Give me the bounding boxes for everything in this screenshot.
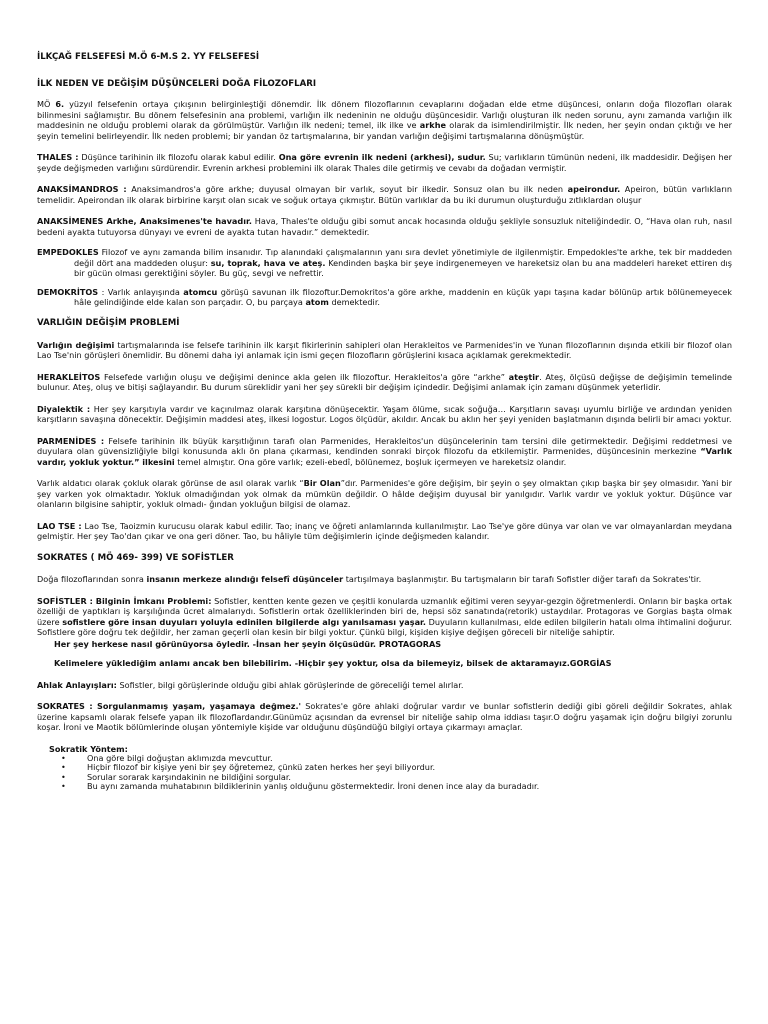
thales-paragraph-run: Su; varlıkların tümünün nedeni, ilk maddesidir. Değişen her şeyde değişmeden varlığını sürdürendir. Evrenin arkhesi problemini ilk olarak Thales dile getirmiş ve cevabı da doğadan vermiştir. <box>37 152 733 173</box>
thales-paragraph-run: Ona göre evrenin ilk nedeni (arkhesi), sudur. <box>278 152 486 162</box>
sofistler-paragraph-run: Duyuların kullanılması, elde edilen bilgilerin hatalı olma ihtimalini doğurur. Sofistlere göre doğru tek değildir, her zaman geçerli olan kesin bir bilgi yoktur. Çünkü bilgi, kişiden kişiye değişen göreceli bir niteliğe sahiptir. <box>37 616 732 637</box>
empedokles-paragraph-run: Filozof ve aynı zamanda bilim insanıdır. Tıp alanındaki çalışmalarının yanı sıra devlet yönetimiyle de ilgilenmiştir. Empedokles'te arkhe, tek bir maddeden değil dört ana maddeden oluşur: <box>74 247 732 268</box>
socratic-method-list <box>37 754 732 792</box>
dialectic-paragraph <box>37 404 732 425</box>
anaksimenes-paragraph-run: Hava, Thales'te olduğu gibi somut ancak hocasında olduğu şekliyle sonsuzluk niteliğindedir. O, “Hava olan ruh, nasıl bedeni ayakta tutuyorsa dünyayı ve evreni de ayakta tutan havadır.” demektedir. <box>37 216 732 237</box>
sofistler-paragraph <box>37 596 732 638</box>
list-item-text: Sorular sorarak karşındakinin ne bildiğini sorgular. <box>87 771 292 782</box>
parmenides-paragraph-run: “Varlık vardır, yokluk yoktur.” ilkesini <box>37 446 732 467</box>
doga-paragraph <box>37 574 732 585</box>
sokrates-paragraph-run: SOKRATES : Sorgulanmamış yaşam, yaşamaya değmez.' <box>37 701 302 711</box>
list-item-text: Ona göre bilgi doğuştan aklımızda mevcuttur. <box>87 752 273 763</box>
bullet-icon: • <box>61 762 66 773</box>
thales-paragraph <box>37 152 732 173</box>
sokrates-paragraph <box>37 701 732 733</box>
section-heading-sokrates-run: MÖ 469- 399) <box>94 552 166 563</box>
parmenides-paragraph <box>37 436 732 468</box>
thales-paragraph-run: THALES : <box>37 152 79 162</box>
dialectic-paragraph-run: Her şey karşıtıyla vardır ve kaçınılmaz olarak karşıtına dönüşecektir. Yaşam ölüme, sıcak soğuğa… Karşıtların savaşı uyumlu birliğe ve ardından yeniden karşıtların savaşına dönecektir. Değişimin maddesi ateş, ilkesi logostur. Logos ölçüdür, akıldır. Ancak bu aklın her şeyi yeniden başlatmanın dışında belirli bir amacı yoktur. <box>37 403 732 424</box>
intro-paragraph-run: olarak da isimlendirilmiştir. İlk neden, her şeyin ondan çıktığı ve her şeyin temelini belirleyendir. İlk neden problemi; bir yandan öz tartışmalarına, bir yandan varlığın değişimi tartışmalarına dönüşmüştür. <box>37 120 732 141</box>
herakleitos-paragraph <box>37 372 732 393</box>
sofistler-paragraph-run: sofistlere göre insan duyuları yoluyla edinilen bilgilerde algı yanılsaması yaşar. <box>62 616 426 627</box>
change-intro-paragraph-run: tartışmalarında ise felsefe tarihinin ilk karşıt fikirlerinin sahipleri olan Herakleitos ve Parmenides'in ve Yunan filozoflarının dışında etkili bir filozof olan Lao Tse'nin görüşleri önemlidir. Bu dönemi daha iyi anlamak için ismi geçen filozofların görüşlerini kısaca açıklamak gerekmektedir. <box>37 339 732 360</box>
anaksimandros-paragraph-run: apeirondur. <box>567 184 621 194</box>
demokritos-paragraph <box>37 287 732 308</box>
laotse-paragraph-run: LAO TSE : <box>37 520 82 531</box>
parmenides-paragraph-2 <box>37 478 732 510</box>
thales-paragraph-run: Düşünce tarihinin ilk filozofu olarak kabul edilir. <box>78 152 279 162</box>
doga-paragraph-run: tartışılmaya başlanmıştır. Bu tartışmaların bir tarafı Sofistler diğer tarafı da Sokrates'tir. <box>343 574 702 584</box>
parmenides-paragraph-2-run: Varlık aldatıcı olarak çokluk olarak görünse de asıl olarak varlık “ <box>37 478 304 488</box>
bullet-icon: • <box>61 771 66 782</box>
change-intro-paragraph-run: Varlığın değişimi <box>37 339 115 350</box>
change-intro-paragraph <box>37 340 732 361</box>
document-title: İLKÇAĞ FELSEFESİ M.Ö 6-M.S 2. YY FELSEFESİ <box>37 52 260 62</box>
section-heading-sokrates-run: SOKRATES ( <box>37 552 95 563</box>
parmenides-paragraph-run: Felsefe tarihinin ilk büyük karşıtlığının tarafı olan Parmenides, Herakleitos'un düşüncelerinin tam tersini dile getirmektedir. Değişimi reddetmesi ve duyulara olan güvensizliğiyle bilgi konusunda aklı ön plana çıkarması, kendinden sonraki birçok filozofu da etkilemiştir. Parmenides, düşüncesinin merkezine <box>37 435 732 456</box>
anaksimandros-paragraph-run: Anaksimandros'a göre arkhe; duyusal olmayan bir varlık, soyut bir ilkedir. Sonsuz olan bu ilk neden <box>126 184 568 194</box>
sofistler-paragraph-run: SOFİSTLER : Bilginin İmkanı Problemi: <box>37 595 212 606</box>
gorgias-quote: Kelimelere yüklediğim anlamı ancak ben bilebilirim. -Hiçbir şey yoktur, olsa da bilemeyiz, bilsek de aktaramayız.GORGİAS <box>54 658 612 668</box>
sokrates-paragraph-run: Sokrates'e göre ahlaki doğrular vardır ve bunlar sofistlerin dediği gibi göreli değildir Sokrates, ahlak üzerine kapsamlı olarak felsefe yapan ilk filozoflardandır.Günümüz açısından da evrensel bir niteliğe sahip olma iddiası taşır.O doğru yaşamak için doğru bilgiyi zorunlu koşar. İroni ve Maotik bölümlerinde oluşan yöntemiyle kişide var olduğunu düşündüğü bilgiyi ortaya çıkarmayı amaçlar. <box>37 701 732 732</box>
list-item <box>37 782 732 792</box>
bullet-icon: • <box>61 752 66 763</box>
section-heading-first-cause: İLK NEDEN VE DEĞİŞİM DÜŞÜNCELERİ DOĞA FİLOZOFLARI <box>37 79 317 89</box>
anaksimandros-paragraph-run: Apeiron, bütün varlıkların temelidir. Apeirondan ilk olarak birbirine karşıt olan sıcak ve soğuk ortaya çıkmıştır. Bütün varlıklar da bu iki durumun oluşturduğu zıtlıklardan oluşur <box>37 184 732 205</box>
bullet-icon: • <box>61 781 66 792</box>
laotse-paragraph-run: Lao Tse, Taoizmin kurucusu olarak kabul edilir. Tao; inanç ve öğreti anlamlarında kullanılmıştır. Lao Tse'ye göre dünya var olan ve var olmayanlardan meydana gelmiştir. Her şey Tao'dan çıkar ve ona geri döner. Tao, bu hâliyle tüm değişimlerin içinde değişmeden kalandır. <box>37 520 732 541</box>
demokritos-paragraph-run: : Varlık anlayışında <box>98 286 184 297</box>
parmenides-paragraph-run: PARMENİDES : <box>37 435 105 446</box>
herakleitos-paragraph-run: ateştir <box>508 371 540 382</box>
demokritos-paragraph-run: görüşü savunan ilk filozoftur.Demokritos'a göre arkhe, maddenin en küçük yapı taşına kadar bölünüp artık bölünemeyecek hâle gelindiğinde elde kalan son parçadır. O, bu parçaya <box>74 286 732 307</box>
sofistler-paragraph-run: Sofistler, kentten kente gezen ve çeşitli konularda uzmanlık eğitimi veren seyyar-gezgin öğretmenlerdi. Onların bir başka ortak özelliği de yaptıkları iş karşılığında ücret almalarıydı. Sofistlerin ortak özelliklerinden biri de, hepsi söz sanatında(retorik) ustaydılar. Protagoras ve Gorgias başta olmak üzere <box>37 595 732 627</box>
anaksimenes-paragraph-run: ANAKSİMENES Arkhe, Anaksimenes'te havadır. <box>37 216 252 226</box>
ethics-paragraph <box>37 680 732 691</box>
socratic-method-heading: Sokratik Yöntem: <box>49 743 128 754</box>
intro-paragraph-run: yüzyıl felsefenin ortaya çıkışının belirginleştiği dönemdir. İlk dönem filozoflarının cevaplarını doğadan elde etme düşüncesi, onların doğa filozofları olarak bilinmesini sağlamıştır. Bu dönem felsefesinin ana problemi, varlığın ilk nedeninin ne olduğu düşüncesidir. Varlığı oluşturan ilk neden sorunu, aynı zamanda varlığın ilk maddesinin ne olduğu problemi olarak da görülmüştür. Varlığın ilk nedeni; temel, ilk ilke ve <box>37 99 732 130</box>
empedokles-paragraph-run: su, toprak, hava ve ateş. <box>210 257 326 268</box>
intro-paragraph-run: 6. <box>55 99 65 109</box>
section-heading-change: VARLIĞIN DEĞİŞİM PROBLEMİ <box>37 317 180 328</box>
demokritos-paragraph-run: DEMOKRİTOS <box>37 286 99 297</box>
intro-paragraph <box>37 99 732 141</box>
section-heading-sokrates <box>37 553 732 564</box>
list-item-text: Bu aynı zamanda muhatabının bildiklerinin yanlış olduğunu göstermektedir. İroni denen ince alay da buradadır. <box>87 781 540 792</box>
parmenides-paragraph-run: temel almıştır. Ona göre varlık; ezeli-ebedî, bölünemez, boşluk içermeyen ve hareketsiz olandır. <box>174 456 567 467</box>
parmenides-paragraph-2-run: Bir Olan <box>303 478 341 488</box>
empedokles-paragraph-run: EMPEDOKLES <box>37 247 99 257</box>
anaksimandros-paragraph <box>37 184 732 205</box>
empedokles-paragraph-run: Kendinden başka bir şeye indirgenemeyen ve hareketsiz olan bu ana maddeleri hareket ettiren dış bir gücün olması gerektiğini söyler. Bu güç, sevgi ve nefrettir. <box>74 257 732 278</box>
demokritos-paragraph-run: demektedir. <box>328 297 380 307</box>
section-heading-sokrates-run: VE SOFİSTLER <box>165 552 234 563</box>
laotse-paragraph <box>37 521 732 542</box>
herakleitos-paragraph-run: . Ateş, ölçüsü değişse de değişimin temelinde bulunur. Ateş, oluş ve bitişi sağlayandır. Bu durum süreklidir yani her şey sürekli bir değişim içindedir. Değişimi anlamak için zamanı düşünmek yeterlidir. <box>37 371 733 392</box>
anaksimenes-paragraph <box>37 216 732 237</box>
herakleitos-paragraph-run: HERAKLEİTOS <box>37 371 101 382</box>
empedokles-paragraph <box>37 247 732 279</box>
ethics-paragraph-run: Sofistler, bilgi görüşlerinde olduğu gibi ahlak görüşlerinde de göreceliği temel alırlar. <box>116 679 464 690</box>
doga-paragraph-run: insanın merkeze alındığı felsefî düşünceler <box>146 574 344 584</box>
demokritos-paragraph-run: atomcu <box>183 286 218 297</box>
protagoras-quote: Her şey herkese nasıl görünüyorsa öyledir. -İnsan her şeyin ölçüsüdür. PROTAGORAS <box>54 638 442 649</box>
dialectic-paragraph-run: Diyalektik : <box>37 403 91 414</box>
list-item-text: Hiçbir filozof bir kişiye yeni bir şey öğretemez, çünkü zaten herkes her şeyi biliyordur. <box>87 762 436 773</box>
intro-paragraph-run: MÖ <box>37 99 56 109</box>
anaksimandros-paragraph-run: ANAKSİMANDROS : <box>37 184 127 194</box>
parmenides-paragraph-2-run: ”dır. Parmenides'e göre değişim, bir şeyin o şey olmaktan çıkıp başka bir şey olmasıdır. Yani bir şey varken yok olmaktadır. Yokluk olmadığından yok olmak da mümkün değildir. O hâlde değişim duyusal bir yanılgıdır. Varlık vardır ve yokluk yoktur. Düşünce var olanların bilgisine sahiptir, yokluk olmadı- ğından yokluğun bilgisi de olamaz. <box>37 478 733 509</box>
herakleitos-paragraph-run: Felsefede varlığın oluşu ve değişimi denince akla gelen ilk filozoftur. Herakleitos'a göre “arkhe” <box>100 371 509 382</box>
demokritos-paragraph-run: atom <box>305 297 329 307</box>
doga-paragraph-run: Doğa filozoflarından sonra <box>37 574 147 584</box>
intro-paragraph-run: arkhe <box>419 120 446 130</box>
ethics-paragraph-run: Ahlak Anlayışları: <box>37 679 117 690</box>
